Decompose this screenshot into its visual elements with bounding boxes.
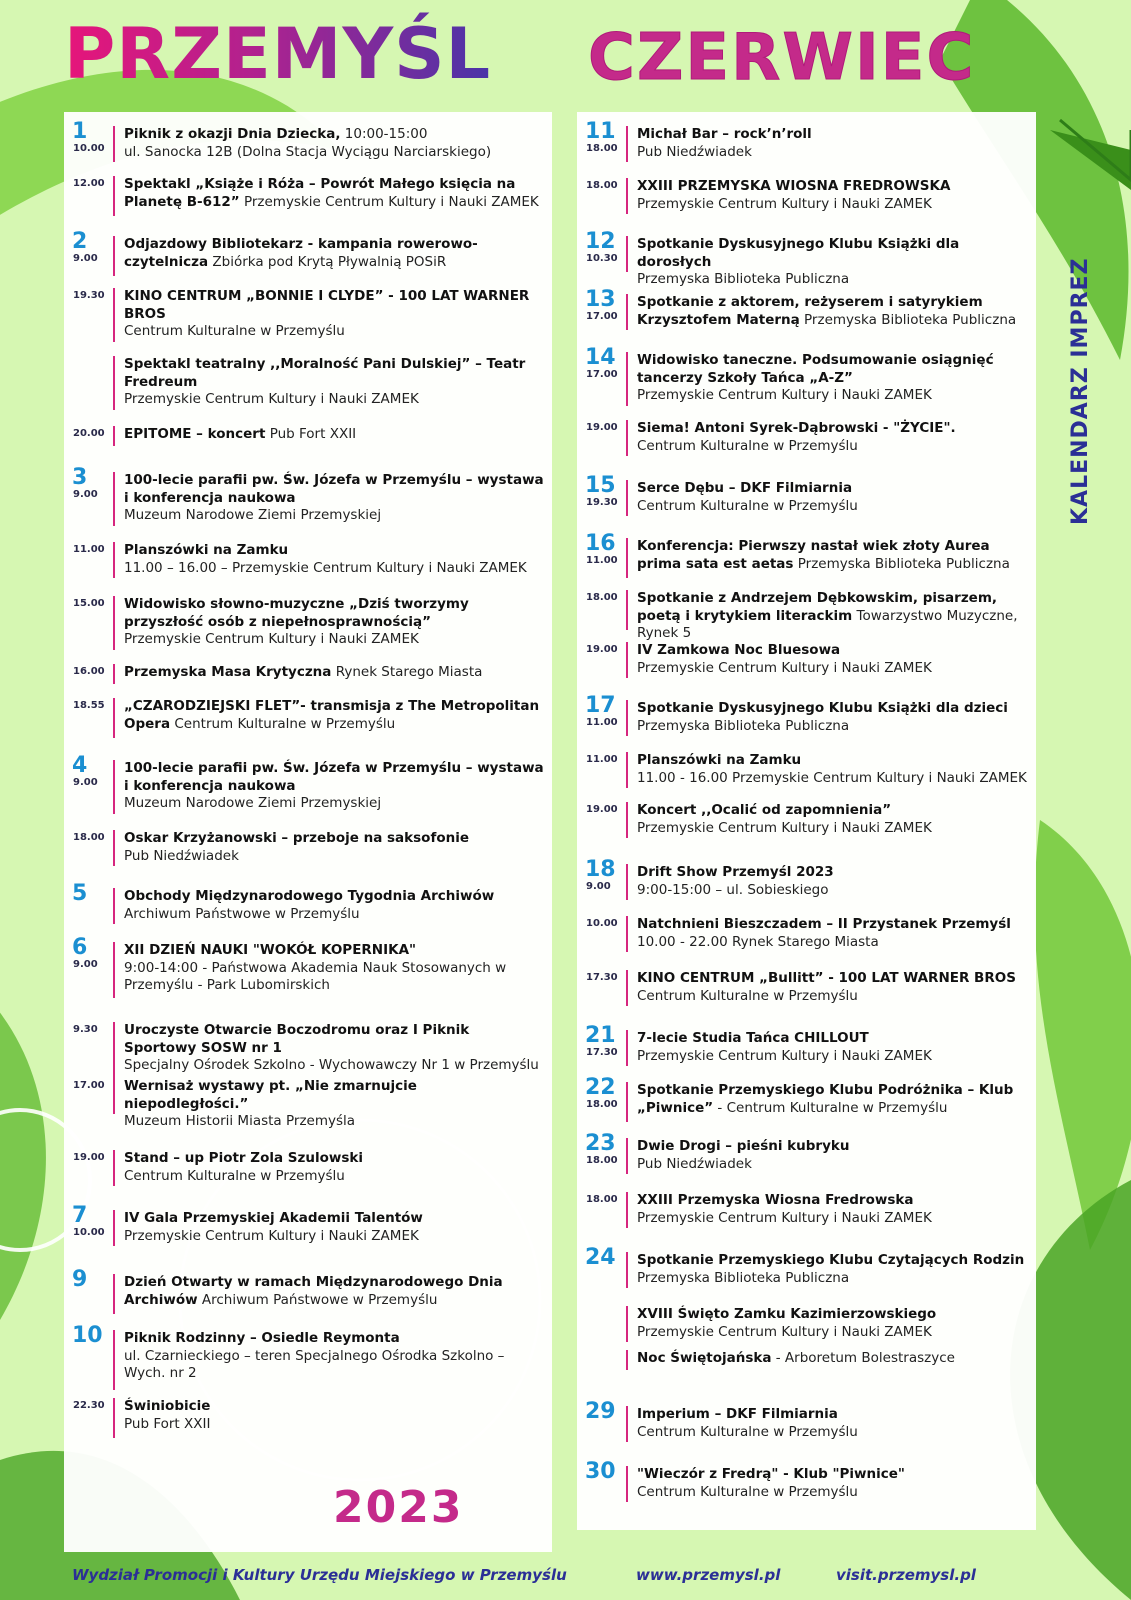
event-divider (113, 664, 115, 684)
event-day: 18 (585, 857, 616, 882)
event-title: KINO CENTRUM „Bullitt” - 100 LAT WARNER BROS (637, 970, 1016, 986)
event-divider (626, 970, 628, 1006)
event-time: 9.00 (73, 253, 98, 264)
event-time: 19.00 (586, 644, 618, 655)
event-title: Planszówki na Zamku (124, 542, 289, 558)
event-title: Spektakl „Książe i Róża – Powrót Małego księcia na Planetę B-612” (124, 176, 516, 210)
event-divider (113, 1330, 115, 1390)
event-details: Muzeum Narodowe Ziemi Przemyskiej (124, 795, 382, 811)
event-title: Imperium – DKF Filmiarnia (637, 1406, 838, 1422)
event-text (124, 288, 546, 341)
event-title: Siema! Antoni Syrek-Dąbrowski - "ŻYCIE". (637, 420, 956, 436)
event-text (124, 942, 546, 995)
event-details: Przemyska Biblioteka Publiczna (637, 271, 850, 287)
event-time: 9.00 (586, 881, 611, 892)
event-title: Dzień Otwarty w ramach Międzynarodowego Dnia Archiwów (124, 1274, 503, 1308)
event-text (124, 356, 546, 409)
event-time: 11.00 (586, 717, 618, 728)
event-text (124, 176, 546, 211)
event-title: Przemyska Masa Krytyczna (124, 664, 332, 680)
event-details: Pub Niedźwiadek (124, 847, 239, 864)
event-text (637, 1350, 1030, 1368)
event-title: Planszówki na Zamku (637, 752, 802, 768)
event-day: 2 (72, 229, 88, 254)
event-details: Pub Fort XXII (124, 1415, 211, 1432)
event-divider (626, 178, 628, 214)
event-divider (626, 126, 628, 162)
event-title: Spotkanie z Andrzejem Dębkowskim, pisarzem, poetą i krytykiem literackim (637, 590, 998, 624)
event-time: 17.00 (586, 311, 618, 322)
event-day: 5 (72, 881, 88, 906)
event-time: 18.00 (586, 1155, 618, 1166)
event-text (124, 472, 546, 525)
event-text (637, 970, 1030, 1005)
event-divider (113, 830, 115, 866)
event-day: 6 (72, 935, 88, 960)
event-title: Piknik z okazji Dnia Dziecka, (124, 126, 341, 142)
event-title: KINO CENTRUM „BONNIE I CLYDE” - 100 LAT WARNER BROS (124, 288, 530, 322)
event-text (124, 830, 546, 865)
event-divider (113, 596, 115, 650)
event-title: XXIII Przemyska Wiosna Fredrowska (637, 1192, 914, 1208)
event-details: Centrum Kulturalne w Przemyślu (124, 1167, 345, 1184)
event-title: Uroczyste Otwarcie Boczodromu oraz I Piknik Sportowy SOSW nr 1 (124, 1022, 470, 1056)
event-time: 17.00 (73, 1080, 105, 1091)
event-time: 18.00 (586, 180, 618, 191)
event-text (637, 752, 1030, 787)
event-day: 22 (585, 1075, 616, 1100)
event-divider (113, 760, 115, 814)
event-title: Michał Bar – rock’n’roll (637, 126, 812, 142)
event-details: Przemyskie Centrum Kultury i Nauki ZAMEK (637, 195, 932, 212)
event-title: Piknik Rodzinny – Osiedle Reymonta (124, 1330, 400, 1346)
event-time: 18.55 (73, 700, 105, 711)
event-text (124, 1078, 546, 1131)
event-text (637, 126, 1030, 161)
event-title: 7-lecie Studia Tańca CHILLOUT (637, 1030, 869, 1046)
event-day: 1 (72, 119, 88, 144)
event-divider (113, 126, 115, 162)
event-text (124, 760, 546, 813)
event-day: 17 (585, 693, 616, 718)
event-text (637, 1406, 1030, 1441)
event-day: 14 (585, 345, 616, 370)
event-time: 18.00 (586, 1099, 618, 1110)
event-time: 17.30 (586, 972, 618, 983)
event-details: Centrum Kulturalne w Przemyślu (637, 437, 858, 454)
event-details: Muzeum Historii Miasta Przemyśla (124, 1113, 356, 1129)
event-divider (113, 1398, 115, 1438)
event-title: Widowisko słowno-muzyczne „Dziś tworzymy przyszłość osób z niepełnosprawnością” (124, 596, 469, 630)
event-time: 18.00 (586, 1194, 618, 1205)
event-text (637, 1192, 1030, 1227)
event-text (637, 1082, 1030, 1117)
event-divider (626, 1138, 628, 1174)
event-details: ul. Sanocka 12B (Dolna Stacja Wyciągu Narciarskiego) (124, 143, 492, 160)
event-text (124, 698, 546, 733)
event-time: 10.00 (73, 1227, 105, 1238)
event-divider (626, 236, 628, 272)
event-details: Przemyskie Centrum Kultury i Nauki ZAMEK (637, 1047, 932, 1064)
event-text (637, 916, 1030, 951)
event-divider (626, 480, 628, 516)
footer-website-link[interactable]: www.przemysl.pl (636, 1566, 781, 1584)
event-divider (626, 1252, 628, 1288)
event-time: 15.00 (73, 598, 105, 609)
footer-office: Wydział Promocji i Kultury Urzędu Miejskiego w Przemyślu (72, 1566, 567, 1584)
event-venue: - Arboretum Bolestraszyce (771, 1350, 955, 1366)
event-title: "Wieczór z Fredrą" - Klub "Piwnice" (637, 1466, 905, 1482)
city-title: PRZEMYŚL (64, 8, 491, 100)
event-title: Noc Świętojańska (637, 1350, 772, 1366)
event-time: 11.00 (586, 754, 618, 765)
event-day: 11 (585, 119, 616, 144)
event-title: Drift Show Przemyśl 2023 (637, 864, 834, 880)
event-time: 11.00 (73, 544, 105, 555)
event-divider (626, 538, 628, 578)
event-title: Odjazdowy Bibliotekarz - kampania rowerowo-czytelnicza (124, 236, 478, 270)
event-title: 100-lecie parafii pw. Św. Józefa w Przemyślu – wystawa i konferencja naukowa (124, 472, 544, 506)
event-divider (113, 1150, 115, 1186)
event-divider (626, 1082, 628, 1122)
event-divider (113, 426, 115, 446)
event-text (637, 538, 1030, 573)
event-day: 4 (72, 753, 88, 778)
event-text (637, 1030, 1030, 1065)
event-divider (626, 864, 628, 900)
event-details: Muzeum Narodowe Ziemi Przemyskiej (124, 507, 382, 523)
event-title: EPITOME – koncert (124, 426, 266, 442)
event-divider (113, 472, 115, 526)
event-time: 19.00 (73, 1152, 105, 1163)
event-divider (626, 802, 628, 838)
event-day: 12 (585, 229, 616, 254)
event-day: 10 (72, 1323, 103, 1348)
event-text (637, 1138, 1030, 1173)
event-title: Spotkanie Przemyskiego Klubu Czytających Rodzin (637, 1252, 1025, 1268)
event-divider (113, 698, 115, 738)
event-details: Przemyska Biblioteka Publiczna (637, 717, 850, 734)
event-divider (626, 1306, 628, 1342)
event-divider (626, 1350, 628, 1370)
event-text (124, 1150, 546, 1185)
event-day: 24 (585, 1245, 616, 1270)
event-details: Przemyskie Centrum Kultury i Nauki ZAMEK (124, 1227, 419, 1244)
event-day: 30 (585, 1459, 616, 1484)
event-details: Przemyskie Centrum Kultury i Nauki ZAMEK (124, 391, 419, 407)
event-time: 9.00 (73, 489, 98, 500)
event-text (124, 1274, 546, 1309)
event-title: Spotkanie Dyskusyjnego Klubu Książki dla dorosłych (637, 236, 960, 270)
event-title: Oskar Krzyżanowski – przeboje na saksofonie (124, 830, 470, 846)
event-divider (626, 916, 628, 952)
event-text (124, 1398, 546, 1433)
event-details: Centrum Kulturalne w Przemyślu (637, 1423, 858, 1440)
event-details: 11.00 – 16.00 – Przemyskie Centrum Kultury i Nauki ZAMEK (124, 559, 527, 576)
event-venue: Przemyska Biblioteka Publiczna (799, 311, 1017, 328)
event-details: Przemyskie Centrum Kultury i Nauki ZAMEK (637, 1323, 932, 1340)
event-venue: - Centrum Kulturalne w Przemyślu (713, 1099, 948, 1116)
event-time: 12.00 (73, 178, 105, 189)
event-title: Stand – up Piotr Zola Szulowski (124, 1150, 363, 1166)
event-title: Spektakl teatralny ,,Moralność Pani Dulskiej” – Teatr Fredreum (124, 356, 526, 390)
event-text (637, 642, 1030, 677)
event-divider (113, 236, 115, 276)
event-time: 19.30 (586, 497, 618, 508)
event-details: Centrum Kulturalne w Przemyślu (124, 323, 345, 339)
event-details: Centrum Kulturalne w Przemyślu (637, 987, 858, 1004)
event-details: Przemyskie Centrum Kultury i Nauki ZAMEK (637, 1209, 932, 1226)
event-time: 10.30 (586, 253, 618, 264)
event-text (637, 1306, 1030, 1341)
event-text (124, 1022, 546, 1075)
event-text (637, 1466, 1030, 1501)
event-text (637, 480, 1030, 515)
event-time: 19.00 (586, 422, 618, 433)
event-time: 11.00 (586, 555, 618, 566)
event-divider (113, 356, 115, 410)
event-title: IV Zamkowa Noc Bluesowa (637, 642, 841, 658)
event-time: 20.00 (73, 428, 105, 439)
event-text (124, 888, 546, 923)
event-divider (626, 1406, 628, 1442)
event-divider (113, 542, 115, 578)
event-text (124, 542, 546, 577)
event-time: 18.00 (73, 832, 105, 843)
event-divider (113, 1078, 115, 1114)
event-text (637, 590, 1030, 643)
event-text (637, 352, 1030, 405)
event-title: Natchnieni Bieszczadem – II Przystanek Przemyśl (637, 916, 1011, 932)
event-divider (113, 176, 115, 216)
event-time: 18.00 (586, 143, 618, 154)
event-title: Obchody Międzynarodowego Tygodnia Archiwów (124, 888, 495, 904)
event-text (637, 294, 1030, 329)
event-venue: 10:00-15:00 (340, 126, 428, 142)
event-text (124, 236, 546, 271)
event-divider (113, 942, 115, 998)
event-time: 22.30 (73, 1400, 105, 1411)
event-divider (626, 1030, 628, 1066)
event-details: Centrum Kulturalne w Przemyślu (637, 497, 858, 514)
event-time: 17.00 (586, 369, 618, 380)
event-title: Widowisko taneczne. Podsumowanie osiągnięć tancerzy Szkoły Tańca „A-Z” (637, 352, 994, 386)
event-divider (626, 294, 628, 330)
header (0, 0, 1131, 110)
event-text (637, 1252, 1030, 1287)
event-day: 9 (72, 1267, 88, 1292)
event-text (637, 178, 1030, 213)
event-text (637, 236, 1030, 289)
event-title: XVIII Święto Zamku Kazimierzowskiego (637, 1306, 937, 1322)
event-divider (113, 1210, 115, 1246)
event-details: Archiwum Państwowe w Przemyślu (124, 905, 360, 922)
event-divider (626, 352, 628, 406)
event-title: Spotkanie Dyskusyjnego Klubu Książki dla dzieci (637, 700, 1008, 716)
month-title: CZERWIEC (588, 21, 976, 95)
event-time: 17.30 (586, 1047, 618, 1058)
event-divider (113, 288, 115, 342)
event-text (637, 802, 1030, 837)
event-details: Centrum Kulturalne w Przemyślu (637, 1483, 858, 1500)
event-title: 100-lecie parafii pw. Św. Józefa w Przemyślu – wystawa i konferencja naukowa (124, 760, 544, 794)
event-title: Świniobicie (124, 1398, 211, 1414)
event-day: 29 (585, 1399, 616, 1424)
event-time: 10.00 (586, 918, 618, 929)
event-title: Wernisaż wystawy pt. „Nie zmarnujcie niepodległości.” (124, 1078, 417, 1112)
right-column (577, 112, 1036, 1530)
event-title: IV Gala Przemyskiej Akademii Talentów (124, 1210, 423, 1226)
event-venue: Towarzystwo Muzyczne, Rynek 5 (637, 607, 1018, 641)
event-time: 19.00 (586, 804, 618, 815)
event-divider (626, 590, 628, 630)
event-details: Pub Niedźwiadek (637, 143, 752, 160)
event-divider (626, 642, 628, 678)
event-day: 3 (72, 465, 88, 490)
event-time: 9.00 (73, 777, 98, 788)
event-time: 9.30 (73, 1024, 98, 1035)
event-title: Dwie Drogi – pieśni kubryku (637, 1138, 850, 1154)
event-day: 15 (585, 473, 616, 498)
event-details: 10.00 - 22.00 Rynek Starego Miasta (637, 933, 879, 950)
event-details: Przemyska Biblioteka Publiczna (637, 1269, 850, 1286)
event-title: Spotkanie z aktorem, reżyserem i satyrykiem Krzysztofem Materną (637, 294, 983, 328)
event-day: 23 (585, 1131, 616, 1156)
event-time: 19.30 (73, 290, 105, 301)
event-venue: Centrum Kulturalne w Przemyślu (170, 715, 396, 732)
event-divider (626, 1192, 628, 1228)
event-venue: Rynek Starego Miasta (331, 664, 483, 680)
event-details: Przemyskie Centrum Kultury i Nauki ZAMEK (637, 819, 932, 836)
event-venue: Pub Fort XXII (265, 426, 357, 442)
event-divider (113, 888, 115, 924)
event-text (637, 420, 1030, 455)
event-title: XXIII PRZEMYSKA WIOSNA FREDROWSKA (637, 178, 951, 194)
event-time: 9.00 (73, 959, 98, 970)
event-divider (626, 1466, 628, 1502)
side-label (1068, 415, 1108, 525)
event-time: 18.00 (586, 592, 618, 603)
event-venue: Zbiórka pod Krytą Pływalnią POSiR (208, 253, 447, 270)
event-day: 13 (585, 287, 616, 312)
event-divider (113, 1274, 115, 1314)
event-details: Przemyskie Centrum Kultury i Nauki ZAMEK (637, 387, 932, 403)
event-details: Pub Niedźwiadek (637, 1155, 752, 1172)
event-details: 9:00-14:00 - Państwowa Akademia Nauk Stosowanych w Przemyślu - Park Lubomirskich (124, 959, 507, 993)
event-text (637, 864, 1030, 899)
left-column (64, 112, 552, 1552)
event-details: Przemyskie Centrum Kultury i Nauki ZAMEK (637, 659, 932, 676)
event-divider (626, 752, 628, 788)
event-title: Spotkanie Przemyskiego Klubu Podróżnika – Klub „Piwnice” (637, 1082, 1014, 1116)
event-details: 9:00-15:00 – ul. Sobieskiego (637, 881, 829, 898)
event-title: XII DZIEŃ NAUKI "WOKÓŁ KOPERNIKA" (124, 942, 417, 958)
footer-visit-link[interactable]: visit.przemysl.pl (836, 1566, 976, 1584)
event-text (124, 1330, 546, 1383)
event-day: 7 (72, 1203, 88, 1228)
event-title: Koncert ,,Ocalić od zapomnienia” (637, 802, 892, 818)
event-text (124, 596, 546, 649)
event-venue: Przemyska Biblioteka Publiczna (793, 555, 1010, 572)
event-title: Konferencja: Pierwszy nastał wiek złoty Aurea prima sata est aetas (637, 538, 990, 572)
year-label: 2023 (333, 1482, 464, 1533)
event-text (124, 426, 546, 444)
event-text (637, 700, 1030, 735)
event-text (124, 1210, 546, 1245)
event-title: „CZARODZIEJSKI FLET”- transmisja z The Metropolitan Opera (124, 698, 540, 732)
event-day: 21 (585, 1023, 616, 1048)
event-divider (626, 700, 628, 736)
event-venue: Przemyskie Centrum Kultury i Nauki ZAMEK (239, 193, 539, 210)
event-venue: Archiwum Państwowe w Przemyślu (197, 1291, 438, 1308)
event-divider (626, 420, 628, 456)
event-details: ul. Czarnieckiego – teren Specjalnego Ośrodka Szkolno – Wych. nr 2 (124, 1347, 505, 1381)
event-details: Przemyskie Centrum Kultury i Nauki ZAMEK (124, 631, 419, 647)
event-title: Serce Dębu – DKF Filmiarnia (637, 480, 853, 496)
event-details: 11.00 - 16.00 Przemyskie Centrum Kultury i Nauki ZAMEK (637, 769, 1027, 786)
event-time: 16.00 (73, 666, 105, 677)
event-time: 10.00 (73, 143, 105, 154)
event-text (124, 664, 546, 682)
event-text (124, 126, 546, 161)
event-details: Specjalny Ośrodek Szkolno - Wychowawczy Nr 1 w Przemyślu (124, 1057, 539, 1073)
event-day: 16 (585, 531, 616, 556)
